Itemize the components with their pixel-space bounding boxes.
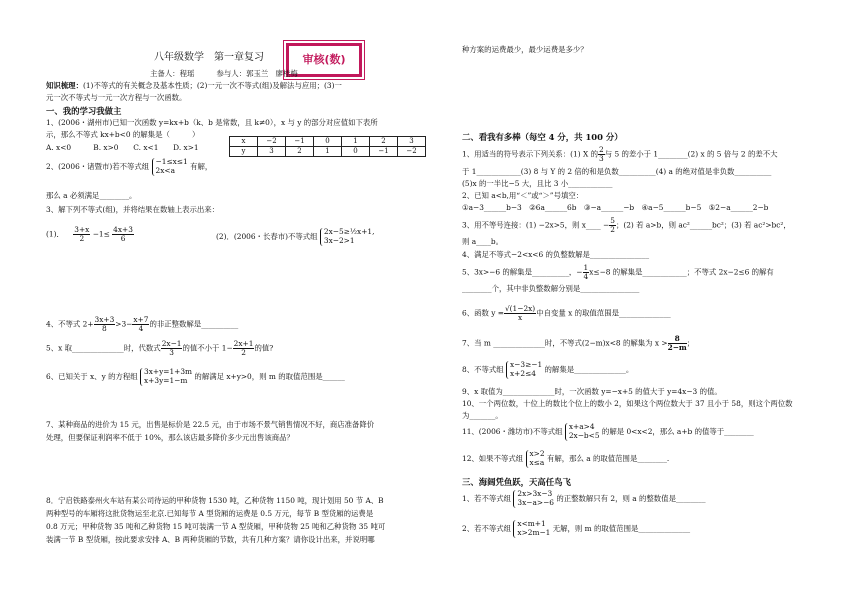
r5-line-1: 5、3x>−6 的解集是__________，− $\frac{1}{4}$ x≤−8 的解集是____________；不等式 2x−2≤6 的解有 xyxy=(462,263,774,282)
r1-line-3: (5)x 的一半比−5 大，且比 3 小____________ xyxy=(462,179,613,188)
r10-line-1: 10、一个两位数，十位上的数比个位上的数小 2，如果这个两位数大于 37 且小于 58，则这个两位数 xyxy=(462,399,793,408)
q8-line-2: 两种型号的车厢将这批货物运至北京.已知每节 A 型货厢的运费是 0.5 万元，每节 B 型货厢的运费是 xyxy=(46,509,374,518)
q2: 2、(2006・诸暨市)若不等式组 −1≤x≤1 2x<a 有解， xyxy=(46,157,213,175)
table-cell: 0 xyxy=(314,137,342,147)
q8-line-1: 8．宁启铁路泰州火车站有某公司待运的甲种货物 1530 吨，乙种货物 1150 吨，现计划用 50 节 A、B xyxy=(46,496,384,505)
table-cell: −2 xyxy=(398,147,426,157)
q8-line-4: 装满一节 B 型货厢，按此要求安排 A、B 两种货厢的节数，共有几种方案？请你设计出来，并说明哪 xyxy=(46,535,375,544)
table-cell: y xyxy=(230,147,258,157)
q2-system: −1≤x≤1 2x<a xyxy=(152,158,188,176)
page-title: 八年级数学 第一章复习 xyxy=(154,52,264,63)
r2-blanks: ①a−3______b−3 ②6a______6b ③−a______−b ④a−5______b−5 ⑤2−a______2−b xyxy=(462,203,769,212)
right-continuation: 种方案的运费最少，最少运费是多少？ xyxy=(462,45,588,54)
knowledge-line-1: 知识梳理：(1)不等式的有关概念及基本性质；(2)一元一次不等式(组)及解法与应用；(3)一 xyxy=(46,81,342,90)
review-stamp: 审核(数) xyxy=(286,43,362,77)
section-2-heading: 二、看我有多棒（每空 4 分，共 100 分） xyxy=(462,132,623,142)
q1-options: A. x<0 B. x>0 C. x<1 D. x>1 xyxy=(46,143,199,152)
authors: 主备人：程瑶 参与人：郭玉兰 廖桂梅 xyxy=(150,69,298,78)
r7: 7、当 m ______________时，不等式(2−m)x<8 的解集为 x > $\frac{8}{2-m}$ ； xyxy=(462,334,695,353)
q4: 4、不等式 2+ $\frac{3x+3}{8}$ >3− $\frac{x+7}{4}$ 的非正整数解是__________ xyxy=(46,315,239,334)
r1-line-1: 1、用适当的符号表示下列关系：(1) X 的 $\frac{2}{3}$ 与 5 的差小于 1________(2) x 的 5 倍与 2 的差不大 xyxy=(462,145,778,164)
q3: 3、解下列不等式(组)，并将结果在数轴上表示出来： xyxy=(46,205,220,214)
q7-line-1: 7、某种商品的进价为 15 元，出售是标价是 22.5 元，由于市场不景气销售情况不好，商店准备降价 xyxy=(46,420,375,429)
r11: 11、(2006・潍坊市)不等式组 x+a>4 2x−b<5 的解是 0<x<2，那么 a+b 的值等于________ xyxy=(462,422,754,440)
s2: 2、若不等式组 x<m+1 x>2m−1 无解，则 m 的取值范围是______________ xyxy=(462,519,691,537)
r6: 6、函数 y = $\frac{√(1-2x)}{x}$ 中自变量 x 的取值范围是______________ xyxy=(462,304,671,323)
q6: 6、已知关于 x、y 的方程组 3x+y=1+3m x+3y=1−m 的解满足 x+y>0，则 m 的取值范围是______ xyxy=(46,367,345,385)
r9: 9、x 取值为______________时，一次函数 y=−x+5 的值大于 y=4x−3 的值。 xyxy=(462,387,722,396)
r3-line-1: 3、用不等号连接：(1) −2x>5，则 x____ − $\frac{5}{2}$ ；(2) 若 a>b，则 ac²______bc²；(3) 若 ac²>bc²， xyxy=(462,216,791,235)
section-3-heading: 三、海阔凭鱼跃，天高任鸟飞 xyxy=(462,477,571,487)
q5: 5、x 取______________时，代数式 $\frac{2x-1}{3}$ 的值不小于 1− $\frac{2x+1}{2}$ 的值? xyxy=(46,339,274,358)
r10-line-2: 为_______。 xyxy=(462,411,503,420)
q3-part-1: (1)． $\frac{3+x}{2}$ −1≤ $\frac{4x+3}{6}$ xyxy=(46,225,133,244)
r4: 4、满足不等式−2<x<6 的负整数解是________________ xyxy=(462,250,650,259)
q2-line-2: 那么 a 必须满足________。 xyxy=(46,191,137,200)
table-cell: −1 xyxy=(370,147,398,157)
q8-line-3: 0.8 万元；甲种货物 35 吨和乙种货物 15 吨可装满一节 A 型货厢，甲种货物 25 吨和乙种货物 35 吨可 xyxy=(46,522,386,531)
q3-part-2: (2)．(2006・长春市)不等式组 2x−5≥½x+1, 3x−2>1 xyxy=(216,227,375,245)
table-cell: 0 xyxy=(342,147,370,157)
r5-line-2: ________个，其中非负整数解分别是________________ xyxy=(462,284,640,293)
table-cell: 1 xyxy=(314,147,342,157)
q7-line-2: 处理，但要保证利润率不低于 10%，那么该店最多降价多少元出售该商品？ xyxy=(46,433,294,442)
r8: 8、不等式组 x−3≥−1 x+2≤4 的解集是______________。 xyxy=(462,360,634,378)
table-cell: 2 xyxy=(370,137,398,147)
r3-line-2: 则 a____b。 xyxy=(462,237,504,246)
s1: 1、若不等式组 2x>3x−3 3x−a>−6 的正整数解只有 2，则 a 的整数值是________ xyxy=(462,489,706,507)
table-cell: −1 xyxy=(286,137,314,147)
xy-value-table xyxy=(229,136,426,157)
table-cell: 3 xyxy=(258,147,286,157)
section-1-heading: 一、我的学习我做主 xyxy=(46,106,122,116)
table-cell: 2 xyxy=(286,147,314,157)
r2: 2、已知 a<b,用“＜”或“＞”号填空： xyxy=(462,191,584,200)
q1-line-2: 示，那么不等式 kx+b<0 的解集是（ ） xyxy=(46,130,200,139)
table-cell: −2 xyxy=(258,137,286,147)
r1-line-2: 于 1____________(3) 8 与 Y 的 2 倍的和是负数__________(4) a 的绝对值是非负数__________ xyxy=(462,167,772,176)
table-cell: x xyxy=(230,137,258,147)
q1-line-1: 1、(2006・湖州市)已知一次函数 y=kx+b（k、b 是常数，且 k≠0），x 与 y 的部分对应值如下表所 xyxy=(46,118,378,127)
r12: 12、如果不等式组 x>2 x≤a 有解，那么 a 的取值范围是________. xyxy=(462,449,670,467)
table-cell: 1 xyxy=(342,137,370,147)
knowledge-line-2: 元一次不等式与一元一次方程与一次函数。 xyxy=(46,93,187,102)
table-cell: 3 xyxy=(398,137,426,147)
